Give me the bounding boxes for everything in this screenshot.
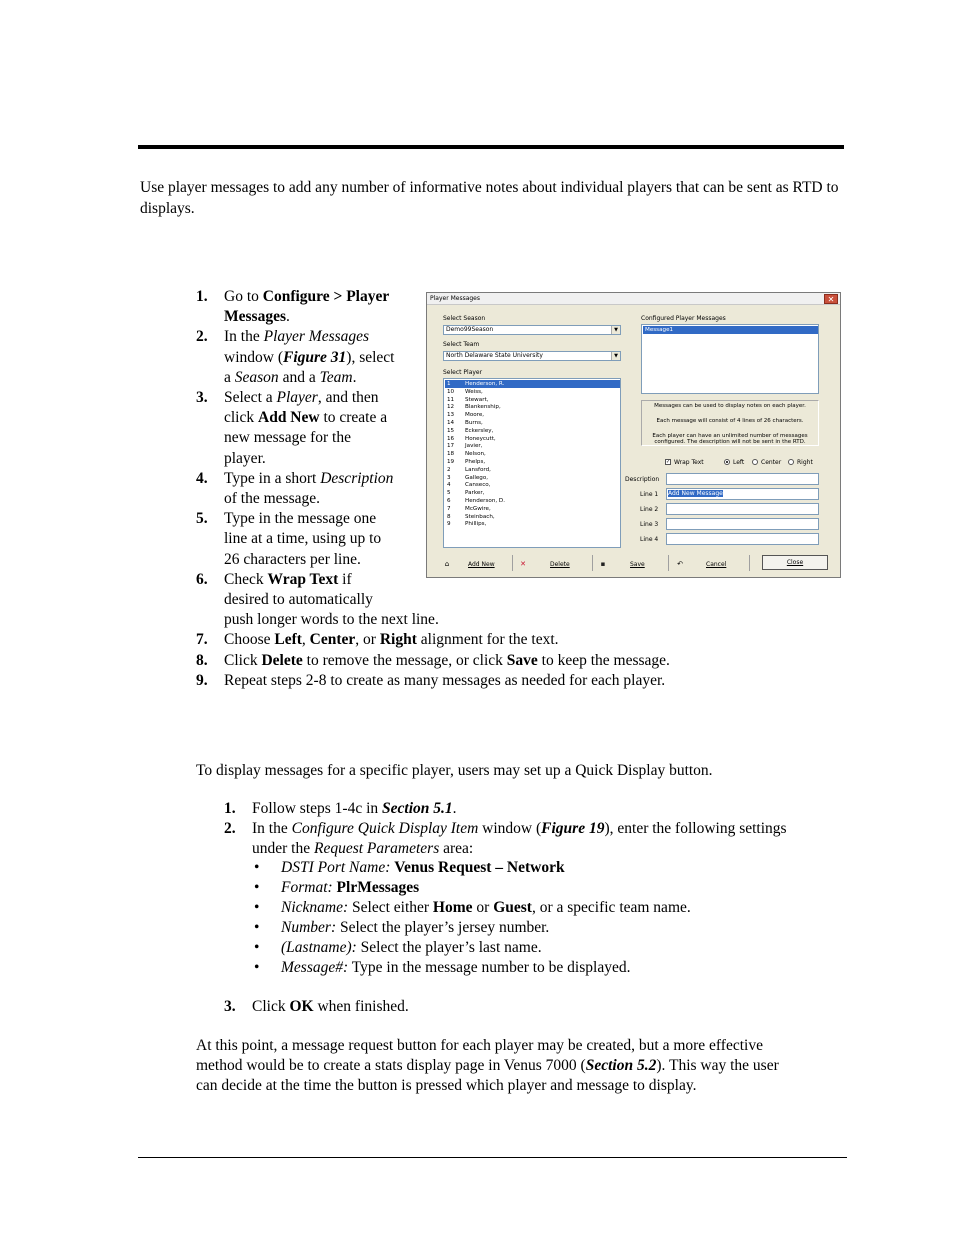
- player-number: 4: [447, 482, 451, 489]
- step-text: Click Delete to remove the message, or click Save to keep the message.: [224, 651, 670, 669]
- step-number: 2.: [224, 820, 236, 837]
- quick-display-intro: To display messages for a specific player, users may set up a Quick Display button.: [196, 762, 713, 779]
- left-radio[interactable]: [724, 459, 730, 465]
- separator: [592, 555, 593, 571]
- step-number: 6.: [196, 570, 208, 588]
- description-input[interactable]: [666, 473, 819, 485]
- step-text: Click OK when finished.: [252, 998, 409, 1015]
- step-number: 3.: [224, 998, 236, 1015]
- player-name: Javier,: [465, 443, 483, 450]
- season-select[interactable]: [443, 325, 621, 335]
- delete-button[interactable]: [519, 559, 574, 573]
- info-line-2: Each message will consist of 4 lines of 26 characters.: [656, 418, 804, 424]
- player-name: Phillips,: [465, 521, 487, 528]
- intro-paragraph: Use player messages to add any number of informative notes about individual players that can be sent as RTD to displays.: [140, 179, 839, 217]
- player-row[interactable]: [445, 466, 621, 474]
- player-number: 19: [447, 459, 455, 465]
- wrap-text-label: Wrap Text: [674, 459, 704, 466]
- add-new-button[interactable]: [443, 559, 503, 573]
- player-row[interactable]: [445, 513, 621, 521]
- team-value: North Delaware State University: [446, 352, 543, 359]
- player-row[interactable]: [445, 489, 621, 497]
- player-number: 8: [447, 513, 451, 520]
- player-number: 7: [447, 505, 451, 512]
- right-label: Right: [797, 459, 813, 466]
- step-number: 9.: [196, 671, 208, 689]
- player-number: 11: [447, 396, 455, 403]
- team-select[interactable]: [443, 351, 621, 361]
- chevron-down-icon[interactable]: ▼: [611, 352, 620, 360]
- cancel-button[interactable]: [676, 559, 736, 573]
- closing-line: method would be to create a stats display page in Venus 7000 (Section 5.2). This way the user: [196, 1057, 779, 1074]
- line3-input[interactable]: [666, 518, 819, 530]
- cancel-label: Cancel: [706, 561, 727, 568]
- player-name: Canseco,: [465, 482, 491, 489]
- player-name: Steinbach,: [465, 513, 495, 520]
- player-name: Nelson,: [465, 451, 486, 458]
- step-number: 2.: [196, 328, 208, 346]
- center-label: Center: [761, 459, 782, 466]
- step-text: Select a Player, and then: [224, 389, 379, 406]
- floppy-disk-icon: ▪: [600, 560, 606, 568]
- step-number: 8.: [196, 651, 208, 669]
- player-number: 15: [447, 427, 455, 434]
- player-row[interactable]: [445, 419, 621, 427]
- line2-input[interactable]: [666, 503, 819, 515]
- player-number: 3: [447, 474, 451, 481]
- player-list[interactable]: [443, 378, 621, 548]
- bullet-icon: •: [254, 919, 260, 936]
- chevron-down-icon[interactable]: ▼: [611, 326, 620, 334]
- player-row[interactable]: [445, 474, 621, 482]
- player-name: Gallego,: [465, 474, 489, 481]
- step-number: 1.: [224, 800, 236, 817]
- bullet-text: DSTI Port Name: Venus Request – Network: [281, 859, 565, 876]
- description-label: Description: [625, 476, 660, 483]
- step-text: a Season and a Team.: [224, 368, 357, 386]
- player-name: Henderson, D.: [465, 498, 506, 504]
- select-season-label: Select Season: [443, 315, 486, 322]
- step-text: Type in a short Description: [224, 469, 394, 487]
- step-text: Check Wrap Text if: [224, 570, 352, 588]
- player-name: Phelps,: [465, 459, 486, 465]
- step-text: 26 characters per line.: [224, 550, 361, 568]
- player-number: 9: [447, 521, 451, 528]
- player-number: 5: [447, 490, 451, 497]
- player-name: McGwire,: [465, 505, 491, 512]
- bullet-text: Format: PlrMessages: [281, 879, 420, 896]
- step-text: In the Configure Quick Display Item window (Figure 19), enter the following settings: [252, 820, 787, 837]
- step-text: Type in the message one: [224, 510, 377, 528]
- bullet-text: Message#: Type in the message number to be displayed.: [281, 959, 631, 976]
- step-text: click Add New to create a: [224, 409, 388, 427]
- separator: [749, 555, 750, 571]
- player-name: Eckersley,: [465, 427, 494, 434]
- delete-x-icon: ✕: [520, 560, 526, 568]
- right-radio[interactable]: [788, 459, 794, 465]
- undo-icon: ↶: [677, 560, 683, 568]
- player-row[interactable]: [445, 520, 621, 528]
- player-number: 16: [447, 435, 455, 442]
- step-text: desired to automatically: [224, 591, 373, 608]
- step-number: 4.: [196, 469, 208, 487]
- line1-label: Line 1: [640, 491, 659, 498]
- line2-label: Line 2: [640, 506, 659, 513]
- step-text: push longer words to the next line.: [224, 611, 439, 629]
- separator: [512, 555, 513, 571]
- line4-input[interactable]: [666, 533, 819, 545]
- bullet-icon: •: [254, 899, 260, 916]
- line4-label: Line 4: [640, 536, 659, 543]
- house-icon: ⌂: [444, 560, 450, 568]
- bullet-text: (Lastname): Select the player’s last name.: [281, 939, 542, 956]
- top-rule: [138, 145, 844, 149]
- line1-input[interactable]: [666, 488, 819, 500]
- select-team-label: Select Team: [443, 341, 480, 348]
- player-number: 18: [447, 451, 455, 458]
- player-name: Honeycutt,: [465, 435, 496, 442]
- player-name: Stewart,: [465, 396, 489, 403]
- close-label: Close: [786, 559, 804, 566]
- bullet-icon: •: [254, 859, 260, 876]
- dialog-title: Player Messages: [430, 295, 481, 302]
- player-row[interactable]: [445, 380, 621, 388]
- player-number: 12: [447, 404, 455, 411]
- player-messages-dialog: [426, 292, 841, 578]
- info-line-3: Each player can have an unlimited number of messages configured. The description will not be sent in the RTD.: [652, 433, 808, 445]
- player-name: Weiss,: [465, 388, 483, 395]
- wrap-text-checkbox[interactable]: ✓: [666, 459, 671, 465]
- line3-label: Line 3: [640, 521, 659, 528]
- player-row[interactable]: [445, 388, 621, 396]
- player-number: 13: [447, 412, 455, 419]
- player-row[interactable]: [445, 481, 621, 489]
- step-text: window (Figure 31), select: [224, 348, 395, 366]
- delete-label: Delete: [550, 561, 570, 568]
- player-name: Parker,: [465, 490, 485, 497]
- player-row[interactable]: [445, 403, 621, 411]
- player-row[interactable]: [445, 396, 621, 404]
- player-number: 10: [447, 388, 455, 395]
- step-text: line at a time, using up to: [224, 530, 382, 548]
- select-player-label: Select Player: [443, 369, 483, 376]
- player-name: Burns,: [465, 420, 483, 426]
- player-row[interactable]: [445, 442, 621, 450]
- step-number: 5.: [196, 510, 208, 528]
- separator: [668, 555, 669, 571]
- player-row[interactable]: [445, 427, 621, 435]
- add-new-label: Add New: [468, 561, 495, 568]
- player-row[interactable]: [445, 435, 621, 443]
- center-radio[interactable]: [752, 459, 758, 465]
- player-number: 1: [447, 381, 451, 387]
- close-button[interactable]: [762, 555, 828, 570]
- step-number: 7.: [196, 631, 208, 649]
- save-label: Save: [630, 561, 645, 568]
- step-text: under the Request Parameters area:: [252, 840, 474, 857]
- configured-message-label: Message1: [645, 327, 674, 333]
- step-text: Repeat steps 2-8 to create as many messages as needed for each player.: [224, 671, 666, 689]
- dialog-titlebar: [427, 293, 840, 305]
- player-name: Blankenship,: [465, 404, 501, 411]
- configured-message-item[interactable]: [643, 326, 819, 334]
- step-text: new message for the: [224, 429, 351, 447]
- player-row[interactable]: [445, 450, 621, 458]
- player-row[interactable]: [445, 458, 621, 466]
- player-name: Moore,: [465, 412, 485, 419]
- step-text: player.: [224, 449, 266, 467]
- bullet-text: Number: Select the player’s jersey number.: [281, 919, 550, 936]
- bullet-icon: •: [254, 939, 260, 956]
- player-number: 14: [447, 420, 455, 426]
- player-number: 2: [447, 466, 451, 473]
- configured-messages-label: Configured Player Messages: [641, 315, 726, 322]
- player-number: 6: [447, 498, 451, 504]
- step-text: of the message.: [224, 490, 320, 507]
- player-row[interactable]: [445, 505, 621, 513]
- player-row[interactable]: [445, 411, 621, 419]
- close-icon[interactable]: ✕: [824, 294, 838, 304]
- player-name: Lansford,: [465, 466, 491, 473]
- step-text: Follow steps 1-4c in Section 5.1.: [252, 800, 457, 817]
- player-row[interactable]: [445, 497, 621, 505]
- step-number: 3.: [196, 389, 208, 406]
- line1-value: Add New Message: [668, 490, 723, 497]
- player-name: Henderson, R.: [465, 381, 505, 387]
- step-number: 1.: [196, 288, 208, 305]
- left-label: Left: [733, 459, 745, 466]
- bullet-icon: •: [254, 879, 260, 896]
- step-text: Go to Configure > Player: [224, 288, 390, 305]
- bullet-text: Nickname: Select either Home or Guest, or a specific team name.: [281, 899, 691, 916]
- player-number: 17: [447, 443, 455, 450]
- save-button[interactable]: [599, 559, 649, 573]
- bottom-rule: [138, 1157, 847, 1158]
- info-line-1: Messages can be used to display notes on each player.: [654, 403, 806, 409]
- configured-messages-list[interactable]: [641, 324, 819, 394]
- season-value: Demo99Season: [446, 326, 494, 333]
- step-text: Choose Left, Center, or Right alignment for the text.: [224, 631, 559, 649]
- bullet-icon: •: [254, 959, 260, 976]
- closing-line: At this point, a message request button for each player may be created, but a more effective: [196, 1037, 763, 1054]
- closing-line: can decide at the time the button is pressed which player and message to display.: [196, 1077, 697, 1094]
- step-text: In the Player Messages: [224, 328, 370, 346]
- info-box: [641, 400, 819, 446]
- step-text: Messages.: [224, 308, 290, 326]
